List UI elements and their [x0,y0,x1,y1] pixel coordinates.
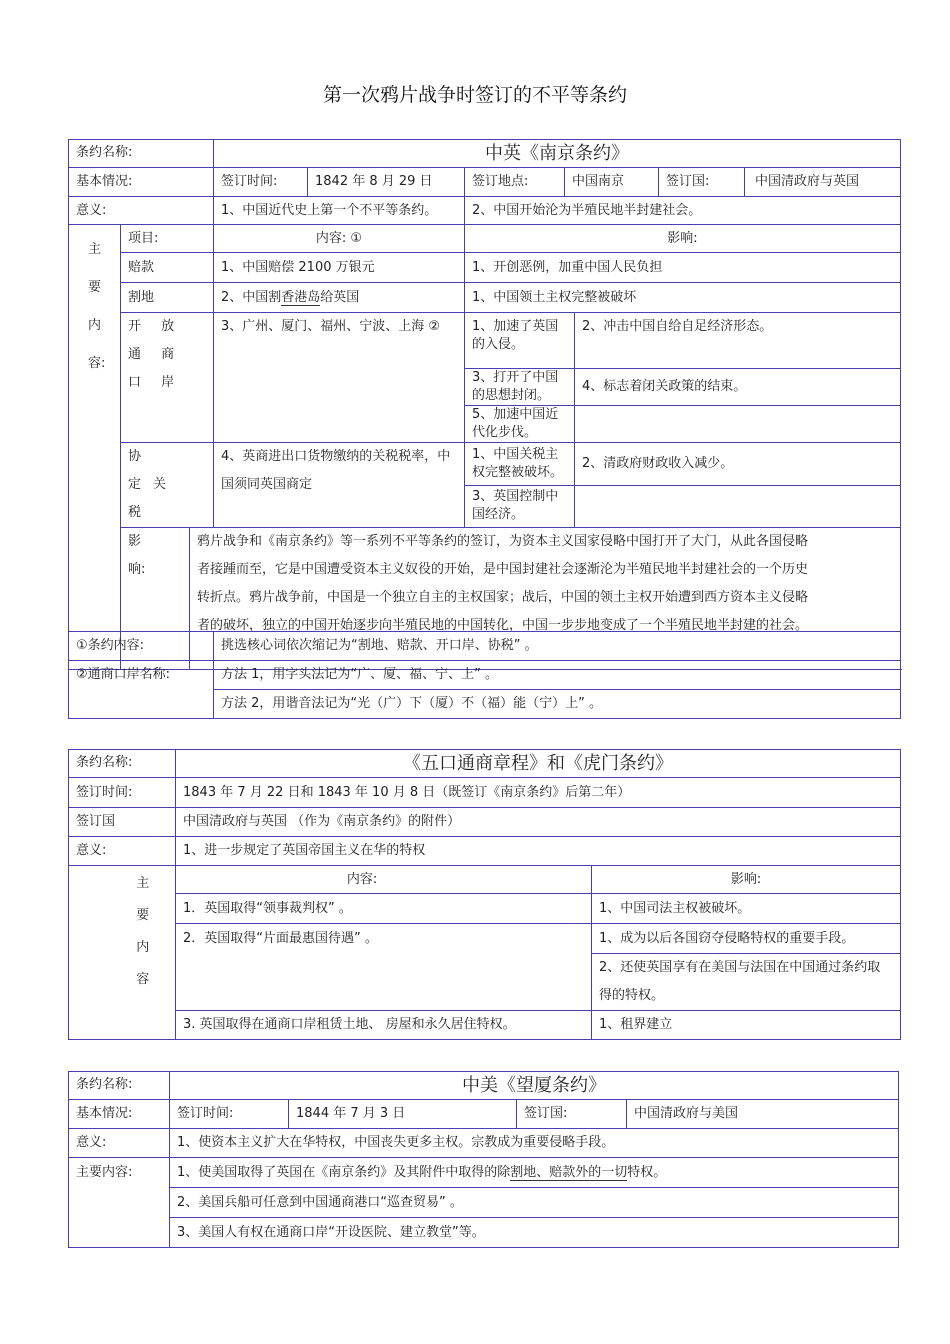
meaning-1: 1、中国近代史上第一个不平等条约。 [214,197,465,225]
party-value: 中国清政府与美国 [627,1100,899,1129]
impact-1: 1、中国司法主权被破坏。 [592,894,901,924]
note2-label: ②通商口岸名称: [69,661,214,719]
meaning-value: 1、使资本主义扩大在华特权，中国丧失更多主权。宗教成为重要侵略手段。 [170,1129,899,1158]
treaty-name: 中美《望厦条约》 [170,1072,899,1100]
influence-text: 鸦片战争和《南京条约》等一系列不平等条约的签订，为资本主义国家侵略中国打开了大门，从此各国侵略者接踵而至，它是中国遭受资本主义奴役的开始，是中国封建社会逐渐沦为半殖民地半封建社会的一个历史转折点。鸦片战争前，中国是一个独立自主的主权国家；战后，中国的领土主权开始遭到西方资本主义侵略者的破坏，独立的中国开始逐步向半殖民地的中国转化，中国一步步地变成了一个半殖民地半封建的社会。 [190,528,901,670]
influence-label: 影响: [121,528,190,670]
impact-indemnity: 1、开创恶例，加重中国人民负担 [465,253,901,283]
time-label: 签订时间: [170,1100,289,1129]
basic-label: 基本情况: [69,168,214,197]
party-label: 签订国: [517,1100,627,1129]
content-cession: 2、中国割香港岛给英国 [214,283,465,313]
main-content-2: 2、美国兵船可任意到中国通商港口“巡查贸易” 。 [170,1188,899,1218]
impact-ports-5: 5、加速中国近代化步伐。 [465,406,575,443]
time-value: 1844 年 7 月 3 日 [289,1100,517,1129]
treaty-name: 中英《南京条约》 [214,140,901,168]
meaning-label: 意义: [69,1129,170,1158]
item-indemnity: 赔款 [121,253,214,283]
impact-ports-4: 4、标志着闭关政策的结束。 [575,369,901,406]
meaning-value: 1、进一步规定了英国帝国主义在华的特权 [176,837,901,866]
impact-ports-3: 3、打开了中国的思想封闭。 [465,369,575,406]
impact-2a: 1、成为以后各国窃夺侵略特权的重要手段。 [592,924,901,954]
humen-treaty-table [68,749,901,1040]
time-label: 签订时间: [69,778,176,808]
name-label: 条约名称: [69,1072,170,1100]
content-tariff: 4、英商进出口货物缴纳的关税税率，中国须同英国商定 [214,443,465,528]
col-content: 内容: [176,866,592,894]
impact-cession: 1、中国领土主权完整被破坏 [465,283,901,313]
main-content-label: 主要内容: [69,1158,170,1248]
col-item: 项目: [121,225,214,253]
time-label: 签订时间: [214,168,308,197]
name-label: 条约名称: [69,140,214,168]
col-impact: 影响: [465,225,901,253]
impact-tariff-3: 3、英国控制中国经济。 [465,485,575,528]
main-content-1: 1、使美国取得了英国在《南京条约》及其附件中取得的除割地、赔款外的一切特权。 [170,1158,899,1188]
content-1: 1．英国取得“领事裁判权” 。 [176,894,592,924]
content-indemnity: 1、中国赔偿 2100 万银元 [214,253,465,283]
party-label: 签订国: [659,168,745,196]
note2-method1: 方法 1，用字头法记为“广、厦、福、宁、上” 。 [214,661,901,690]
party-label: 签订国 [69,808,176,837]
content-ports: 3、广州、厦门、福州、宁波、上海 ② [214,313,465,443]
nanjing-notes-table [68,631,901,719]
place-value: 中国南京 [565,168,659,197]
content-2: 2．英国取得“片面最惠国待遇” 。 [176,924,592,1011]
treaty-name: 《五口通商章程》和《虎门条约》 [176,750,901,778]
impact-ports-2: 2、冲击中国自给自足经济形态。 [575,313,901,369]
name-label: 条约名称: [69,750,176,778]
impact-2b: 2、还使英国享有在美国与法国在中国通过条约取得的特权。 [592,954,901,1011]
impact-tariff-2: 2、清政府财政收入减少。 [575,443,901,486]
item-ports: 开 放通 商口 岸 [121,313,214,443]
main-content-label: 主要内容 [111,866,176,1040]
impact-tariff-1: 1、中国关税主权完整被破坏。 [465,443,575,486]
main-content-3: 3、美国人有权在通商口岸“开设医院、建立教堂”等。 [170,1218,899,1248]
place-label: 签订地点: [465,168,565,197]
time-value: 1843 年 7 月 22 日和 1843 年 10 月 8 日（既签订《南京条约》后第二年） [176,778,901,808]
col-impact: 影响: [592,866,901,894]
note2-method2: 方法 2，用谐音法记为“光（广）下（厦）不（福）能（宁）上” 。 [214,690,901,719]
meaning-2: 2、中国开始沦为半殖民地半封建社会。 [465,197,901,225]
time-value: 1842 年 8 月 29 日 [308,168,465,197]
content-3: 3. 英国取得在通商口岸租赁土地、 房屋和永久居住特权。 [176,1011,592,1040]
basic-label: 基本情况: [69,1100,170,1129]
note1-text: 挑选核心词依次缩记为“割地、赔款、开口岸、协税” 。 [214,632,901,661]
party-value: 中国清政府与英国 （作为《南京条约》的附件） [176,808,901,837]
item-tariff: 协 定关 税 [121,443,214,528]
meaning-label: 意义: [69,197,214,225]
page-title: 第一次鸦片战争时签订的不平等条约 [322,84,627,106]
item-cession: 割地 [121,283,214,313]
impact-3: 1、租界建立 [592,1011,901,1040]
nanjing-treaty-table [68,139,901,670]
wangxia-treaty-table [68,1071,899,1248]
impact-ports-1: 1、加速了英国的入侵。 [465,313,575,369]
col-content: 内容: ① [214,225,465,253]
main-content-label: 主要内容: [69,225,121,670]
party-value: 中国清政府与英国 [755,174,860,189]
note1-label: ①条约内容: [69,632,214,661]
meaning-label: 意义: [69,837,176,866]
